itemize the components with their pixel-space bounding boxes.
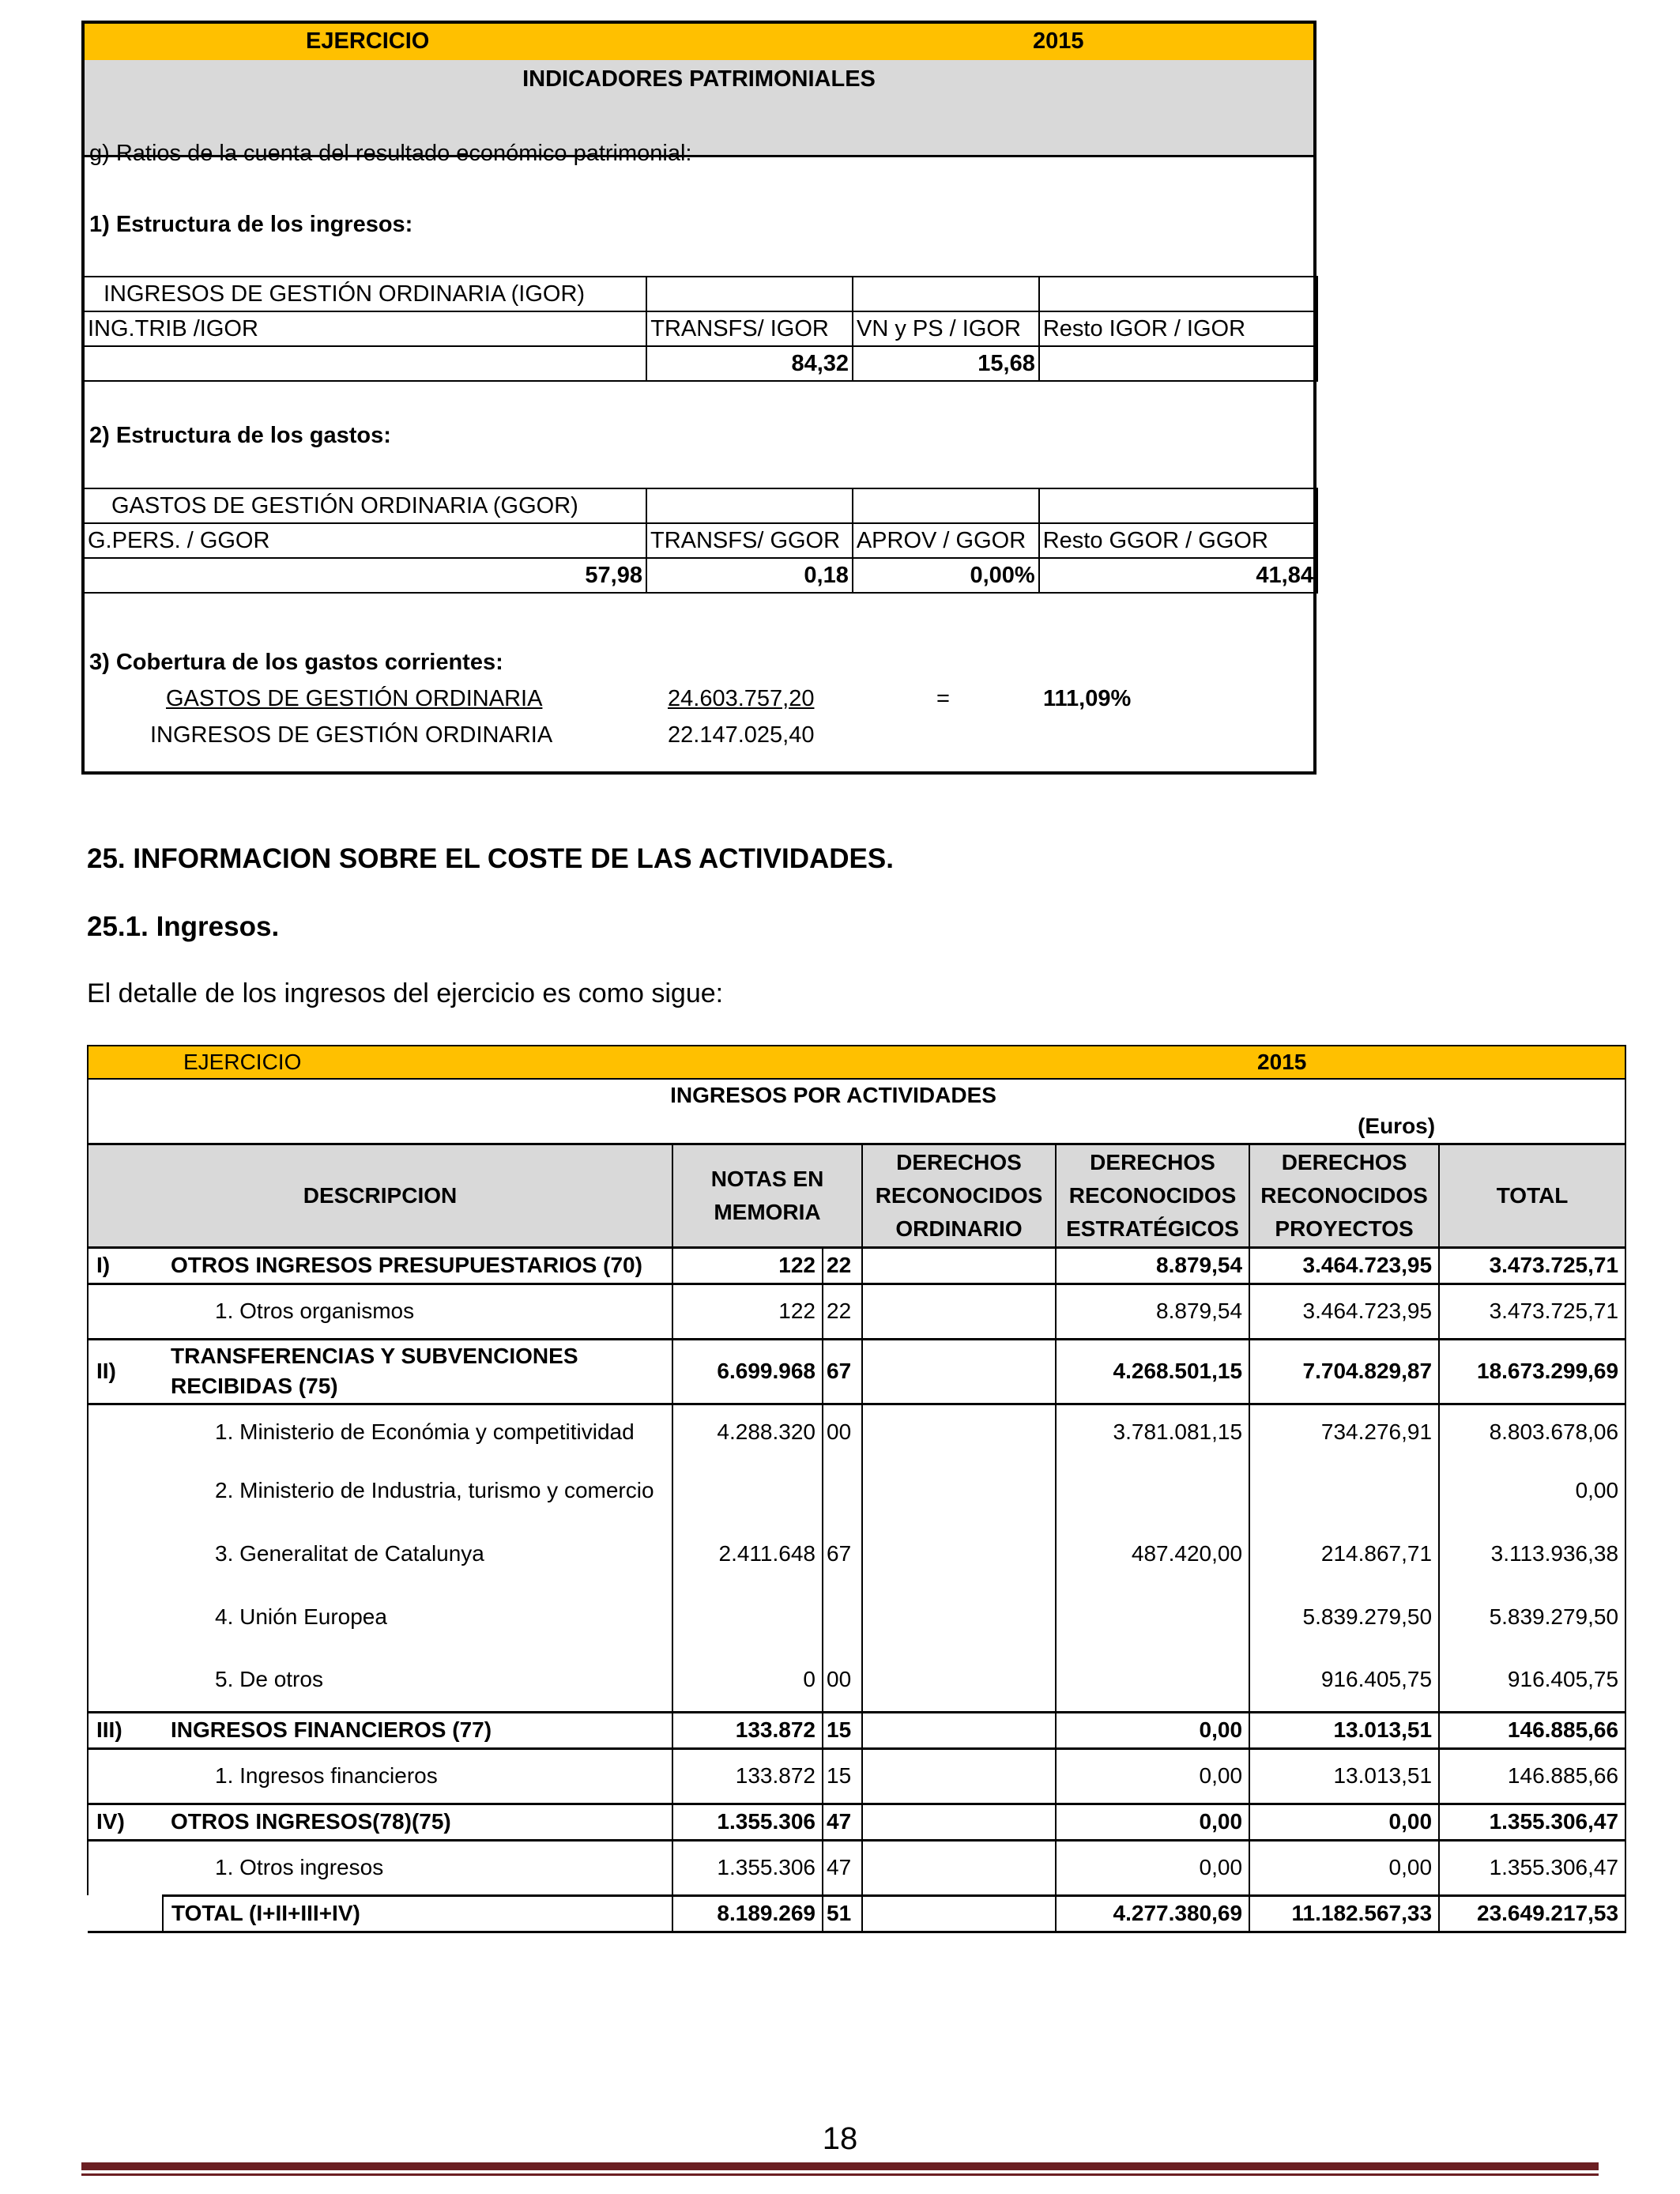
section2-heading: 2) Estructura de los gastos: bbox=[89, 423, 391, 448]
row-estrategicos bbox=[1056, 1585, 1249, 1649]
row-notas-decimal: 67 bbox=[823, 1522, 862, 1585]
row-notas-decimal: 47 bbox=[823, 1804, 862, 1840]
row-label: 1. Otros organismos bbox=[215, 1299, 415, 1323]
row-ordinario bbox=[862, 1895, 1056, 1932]
section-row bbox=[88, 1804, 1625, 1840]
row-label: INGRESOS FINANCIEROS (77) bbox=[163, 1712, 672, 1748]
table2-title: INGRESOS POR ACTIVIDADES bbox=[88, 1079, 1625, 1110]
section2-group-label: GASTOS DE GESTIÓN ORDINARIA (GGOR) bbox=[84, 488, 646, 523]
row-roman bbox=[88, 1585, 163, 1649]
row-notas-integer bbox=[672, 1585, 823, 1649]
table2-year-header bbox=[88, 1046, 1625, 1079]
row-ordinario bbox=[862, 1459, 1056, 1522]
row-roman bbox=[88, 1522, 163, 1585]
header-gpers: G.PERS. / GGOR bbox=[84, 523, 646, 558]
row-total: 3.113.936,38 bbox=[1439, 1522, 1625, 1585]
header-transfs-igor: TRANSFS/ IGOR bbox=[646, 311, 853, 346]
table1-year: 2015 bbox=[1033, 28, 1084, 54]
row-proyectos: 7.704.829,87 bbox=[1249, 1339, 1439, 1404]
section-row bbox=[88, 1712, 1625, 1748]
page-number: 18 bbox=[822, 2121, 858, 2156]
row-estrategicos: 0,00 bbox=[1056, 1840, 1249, 1895]
footer-rule-thin bbox=[81, 2173, 1599, 2176]
row-notas-decimal: 51 bbox=[823, 1895, 862, 1932]
row-label: OTROS INGRESOS(78)(75) bbox=[163, 1804, 672, 1840]
row-total: 5.839.279,50 bbox=[1439, 1585, 1625, 1649]
section1-group-label: INGRESOS DE GESTIÓN ORDINARIA (IGOR) bbox=[84, 277, 646, 311]
row-notas-integer: 1.355.306 bbox=[672, 1840, 823, 1895]
row-proyectos: 0,00 bbox=[1249, 1840, 1439, 1895]
row-estrategicos: 8.879,54 bbox=[1056, 1247, 1249, 1284]
row-label: TOTAL (I+II+III+IV) bbox=[163, 1895, 672, 1932]
row-label: 5. De otros bbox=[215, 1667, 323, 1692]
row-notas-integer: 122 bbox=[672, 1247, 823, 1284]
table2-units: (Euros) bbox=[88, 1110, 1625, 1144]
row-notas-integer: 122 bbox=[672, 1284, 823, 1339]
row-total: 1.355.306,47 bbox=[1439, 1840, 1625, 1895]
equals-sign: = bbox=[936, 686, 950, 711]
row-estrategicos: 487.420,00 bbox=[1056, 1522, 1249, 1585]
table-row bbox=[88, 1748, 1625, 1804]
col-total: TOTAL bbox=[1439, 1144, 1625, 1247]
value-resto-ggor: 41,84 bbox=[1039, 558, 1317, 593]
table1-intro: g) Ratios de la cuenta del resultado económico patrimonial: bbox=[89, 141, 692, 166]
row-total: 3.473.725,71 bbox=[1439, 1247, 1625, 1284]
row-estrategicos: 3.781.081,15 bbox=[1056, 1404, 1249, 1459]
table-row bbox=[88, 1404, 1625, 1459]
col-ordinario: DERECHOS RECONOCIDOS ORDINARIO bbox=[862, 1144, 1056, 1247]
row-estrategicos: 0,00 bbox=[1056, 1712, 1249, 1748]
row-proyectos: 5.839.279,50 bbox=[1249, 1585, 1439, 1649]
row-proyectos bbox=[1249, 1459, 1439, 1522]
table2-column-headers bbox=[88, 1144, 1625, 1247]
row-ordinario bbox=[862, 1339, 1056, 1404]
row-notas-integer bbox=[672, 1459, 823, 1522]
row-notas-decimal: 00 bbox=[823, 1649, 862, 1712]
ingresos-actividades-table bbox=[87, 1045, 1619, 1933]
row-total: 3.473.725,71 bbox=[1439, 1284, 1625, 1339]
section2-values bbox=[84, 558, 1317, 593]
row-ordinario bbox=[862, 1804, 1056, 1840]
header-resto-ggor: Resto GGOR / GGOR bbox=[1039, 523, 1317, 558]
total-row bbox=[88, 1895, 1625, 1932]
row-ordinario bbox=[862, 1284, 1056, 1339]
col-notas: NOTAS EN MEMORIA bbox=[672, 1144, 862, 1247]
indicadores-patrimoniales-table bbox=[81, 21, 1317, 775]
row-estrategicos: 4.268.501,15 bbox=[1056, 1339, 1249, 1404]
row-total: 18.673.299,69 bbox=[1439, 1339, 1625, 1404]
table2-ejercicio-label: EJERCICIO bbox=[88, 1046, 1249, 1079]
row-ordinario bbox=[862, 1748, 1056, 1804]
row-label: OTROS INGRESOS PRESUPUESTARIOS (70) bbox=[163, 1247, 672, 1284]
row-total: 0,00 bbox=[1439, 1459, 1625, 1522]
row-roman bbox=[88, 1748, 163, 1804]
value-resto-igor bbox=[1039, 346, 1317, 381]
row-roman bbox=[88, 1459, 163, 1522]
row-notas-decimal bbox=[823, 1585, 862, 1649]
row-estrategicos: 0,00 bbox=[1056, 1804, 1249, 1840]
intro-paragraph: El detalle de los ingresos del ejercicio es como sigue: bbox=[87, 978, 724, 1008]
row-notas-decimal: 22 bbox=[823, 1284, 862, 1339]
row-roman bbox=[88, 1895, 163, 1932]
row-ordinario bbox=[862, 1404, 1056, 1459]
header-aprov-ggor: APROV / GGOR bbox=[853, 523, 1039, 558]
row-total: 23.649.217,53 bbox=[1439, 1895, 1625, 1932]
section2-grid bbox=[83, 488, 1318, 594]
value-ing-trib bbox=[84, 346, 646, 381]
row-label: 1. Otros ingresos bbox=[215, 1855, 384, 1879]
row-ordinario bbox=[862, 1840, 1056, 1895]
row-notas-decimal: 15 bbox=[823, 1748, 862, 1804]
table-row bbox=[88, 1840, 1625, 1895]
row-notas-decimal: 22 bbox=[823, 1247, 862, 1284]
header-ing-trib: ING.TRIB /IGOR bbox=[84, 311, 646, 346]
row-roman: II) bbox=[88, 1339, 163, 1404]
row-notas-decimal: 67 bbox=[823, 1339, 862, 1404]
row-roman bbox=[88, 1649, 163, 1712]
row-proyectos: 0,00 bbox=[1249, 1804, 1439, 1840]
row-ordinario bbox=[862, 1522, 1056, 1585]
row-proyectos: 3.464.723,95 bbox=[1249, 1247, 1439, 1284]
header-resto-igor: Resto IGOR / IGOR bbox=[1039, 311, 1317, 346]
row-ordinario bbox=[862, 1649, 1056, 1712]
row-total: 1.355.306,47 bbox=[1439, 1804, 1625, 1840]
row-label: TRANSFERENCIAS Y SUBVENCIONES RECIBIDAS (75) bbox=[163, 1339, 672, 1404]
row-total: 8.803.678,06 bbox=[1439, 1404, 1625, 1459]
row-total: 146.885,66 bbox=[1439, 1712, 1625, 1748]
row-label: 1. Ingresos financieros bbox=[215, 1763, 438, 1788]
row-roman: III) bbox=[88, 1712, 163, 1748]
section1-values bbox=[84, 346, 1317, 381]
row-label: 3. Generalitat de Catalunya bbox=[215, 1541, 484, 1566]
numerator-value: 24.603.757,20 bbox=[668, 686, 815, 711]
section-25-1-heading: 25.1. Ingresos. bbox=[87, 911, 280, 942]
row-notas-decimal: 15 bbox=[823, 1712, 862, 1748]
footer-rule bbox=[81, 2162, 1599, 2170]
row-ordinario bbox=[862, 1712, 1056, 1748]
section-row bbox=[88, 1339, 1625, 1404]
table1-title: INDICADORES PATRIMONIALES bbox=[522, 66, 876, 92]
table1-ejercicio-label: EJERCICIO bbox=[306, 28, 430, 54]
section1-headers bbox=[84, 311, 1317, 346]
section-25-heading: 25. INFORMACION SOBRE EL COSTE DE LAS ACTIVIDADES. bbox=[87, 843, 894, 874]
row-notas-integer: 1.355.306 bbox=[672, 1804, 823, 1840]
row-estrategicos: 8.879,54 bbox=[1056, 1284, 1249, 1339]
row-notas-integer: 4.288.320 bbox=[672, 1404, 823, 1459]
row-roman bbox=[88, 1404, 163, 1459]
value-aprov-ggor: 0,00% bbox=[853, 558, 1039, 593]
row-roman bbox=[88, 1840, 163, 1895]
row-proyectos: 11.182.567,33 bbox=[1249, 1895, 1439, 1932]
row-ordinario bbox=[862, 1585, 1056, 1649]
row-roman: IV) bbox=[88, 1804, 163, 1840]
row-estrategicos: 0,00 bbox=[1056, 1748, 1249, 1804]
row-proyectos: 214.867,71 bbox=[1249, 1522, 1439, 1585]
col-estrategicos: DERECHOS RECONOCIDOS ESTRATÉGICOS bbox=[1056, 1144, 1249, 1247]
row-notas-integer: 0 bbox=[672, 1649, 823, 1712]
row-notas-integer: 133.872 bbox=[672, 1712, 823, 1748]
section1-heading: 1) Estructura de los ingresos: bbox=[89, 212, 413, 237]
denominator-value: 22.147.025,40 bbox=[668, 722, 815, 748]
table-row bbox=[88, 1585, 1625, 1649]
row-label: 2. Ministerio de Industria, turismo y comercio bbox=[215, 1478, 654, 1502]
section1-grid bbox=[83, 276, 1318, 382]
row-proyectos: 734.276,91 bbox=[1249, 1404, 1439, 1459]
row-notas-integer: 2.411.648 bbox=[672, 1522, 823, 1585]
row-notas-integer: 6.699.968 bbox=[672, 1339, 823, 1404]
value-gpers: 57,98 bbox=[84, 558, 646, 593]
row-proyectos: 3.464.723,95 bbox=[1249, 1284, 1439, 1339]
col-descripcion: DESCRIPCION bbox=[88, 1144, 672, 1247]
table2-year: 2015 bbox=[1249, 1046, 1625, 1079]
row-notas-decimal: 47 bbox=[823, 1840, 862, 1895]
row-ordinario bbox=[862, 1247, 1056, 1284]
table-row bbox=[88, 1649, 1625, 1712]
row-roman: I) bbox=[88, 1247, 163, 1284]
table-row bbox=[88, 1522, 1625, 1585]
coverage-result: 111,09% bbox=[1043, 686, 1132, 711]
value-transfs-ggor: 0,18 bbox=[646, 558, 853, 593]
row-notas-integer: 8.189.269 bbox=[672, 1895, 823, 1932]
row-notas-integer: 133.872 bbox=[672, 1748, 823, 1804]
section2-headers bbox=[84, 523, 1317, 558]
row-proyectos: 916.405,75 bbox=[1249, 1649, 1439, 1712]
row-label: 4. Unión Europea bbox=[215, 1604, 387, 1629]
section3-heading: 3) Cobertura de los gastos corrientes: bbox=[89, 650, 503, 675]
table1-year-header bbox=[85, 24, 1313, 62]
value-transfs-igor: 84,32 bbox=[646, 346, 853, 381]
row-label: 1. Ministerio de Económia y competitividad bbox=[215, 1419, 635, 1444]
denominator-label: INGRESOS DE GESTIÓN ORDINARIA bbox=[150, 722, 553, 748]
col-proyectos: DERECHOS RECONOCIDOS PROYECTOS bbox=[1249, 1144, 1439, 1247]
row-estrategicos bbox=[1056, 1459, 1249, 1522]
row-notas-decimal bbox=[823, 1459, 862, 1522]
table-row bbox=[88, 1284, 1625, 1339]
row-total: 146.885,66 bbox=[1439, 1748, 1625, 1804]
row-proyectos: 13.013,51 bbox=[1249, 1712, 1439, 1748]
table-row bbox=[88, 1459, 1625, 1522]
row-notas-decimal: 00 bbox=[823, 1404, 862, 1459]
header-vn-ps-igor: VN y PS / IGOR bbox=[853, 311, 1039, 346]
numerator-label: GASTOS DE GESTIÓN ORDINARIA bbox=[166, 686, 543, 711]
row-estrategicos: 4.277.380,69 bbox=[1056, 1895, 1249, 1932]
section-row bbox=[88, 1247, 1625, 1284]
row-estrategicos bbox=[1056, 1649, 1249, 1712]
header-transfs-ggor: TRANSFS/ GGOR bbox=[646, 523, 853, 558]
row-roman bbox=[88, 1284, 163, 1339]
value-vn-ps-igor: 15,68 bbox=[853, 346, 1039, 381]
row-total: 916.405,75 bbox=[1439, 1649, 1625, 1712]
row-proyectos: 13.013,51 bbox=[1249, 1748, 1439, 1804]
